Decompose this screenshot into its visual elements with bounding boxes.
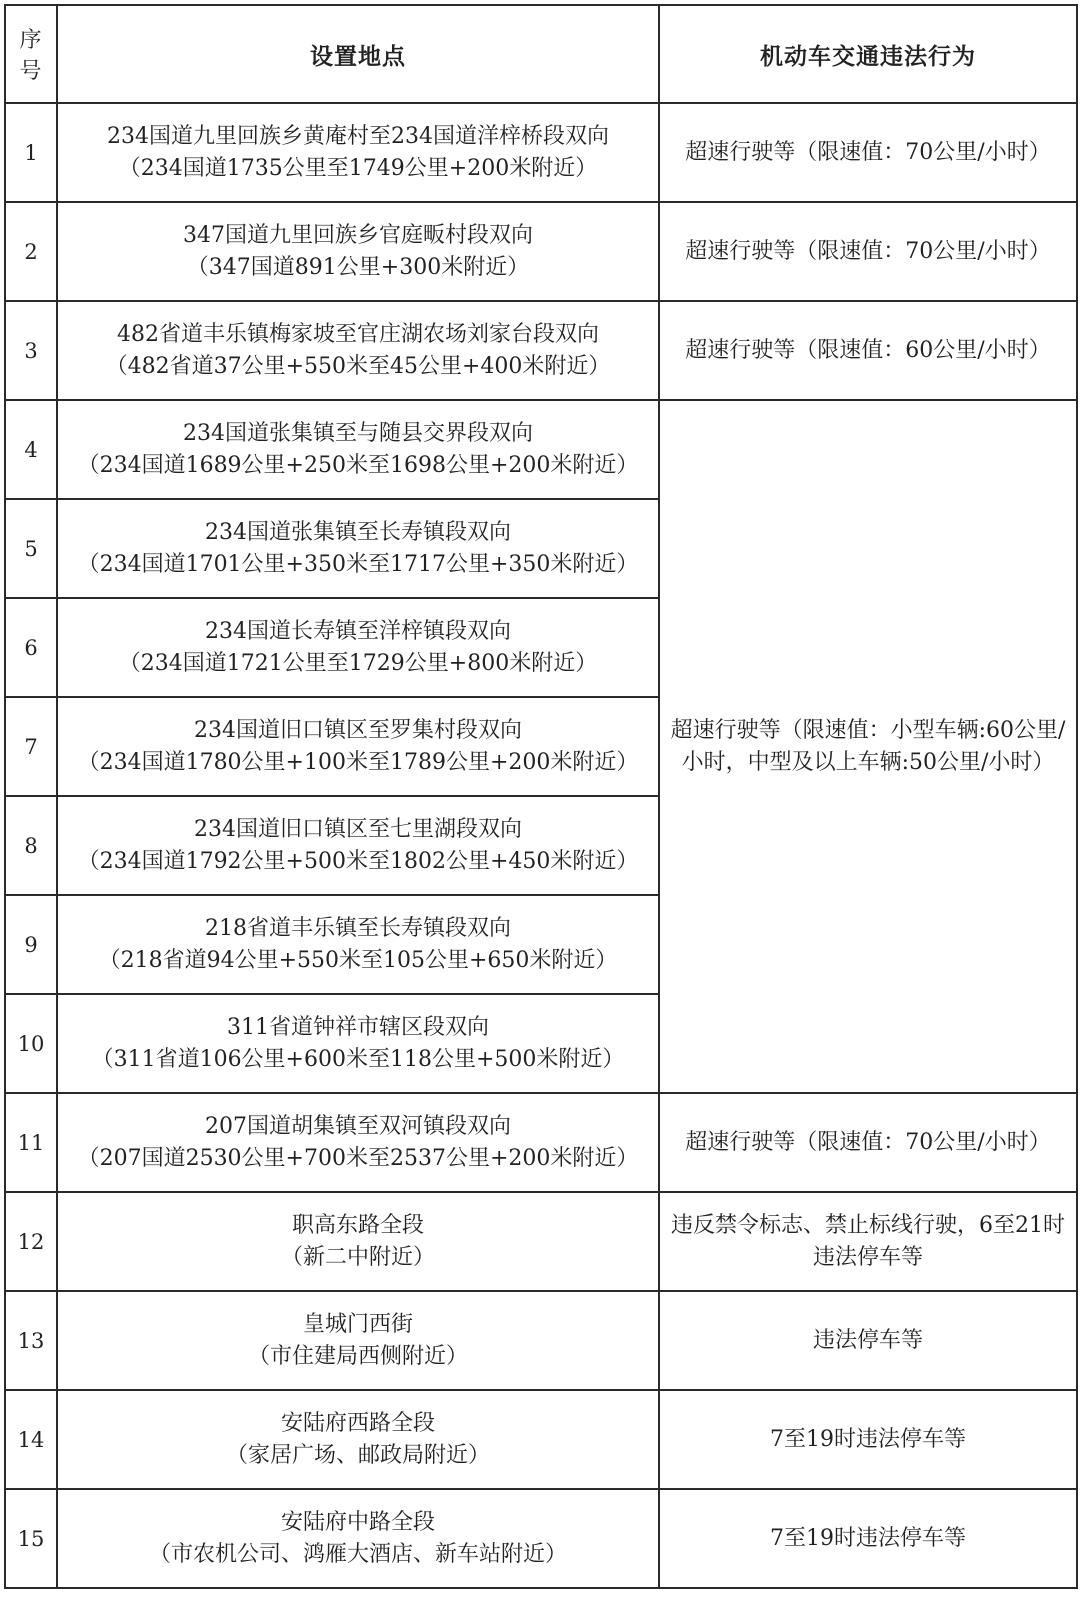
location-main: 218省道丰乐镇至长寿镇段双向 — [205, 915, 511, 941]
location-main: 234国道张集镇至长寿镇段双向 — [205, 519, 511, 545]
location-main: 安陆府中路全段 — [280, 1509, 435, 1535]
header-num: 序号 — [5, 5, 57, 103]
row-location — [57, 301, 659, 400]
row-location — [57, 895, 659, 994]
row-violation: 7至19时违法停车等 — [659, 1489, 1077, 1588]
location-detail: （234国道1689公里+250米至1698公里+200米附近） — [77, 452, 639, 478]
row-num: 13 — [5, 1291, 57, 1390]
location-detail: （207国道2530公里+700米至2537公里+200米附近） — [77, 1145, 639, 1171]
row-location — [57, 697, 659, 796]
location-detail: （市住建局西侧附近） — [247, 1343, 468, 1369]
location-main: 皇城门西街 — [302, 1311, 413, 1337]
table-row — [5, 103, 1077, 202]
table-row — [5, 1390, 1077, 1489]
row-location — [57, 103, 659, 202]
location-main: 482省道丰乐镇梅家坡至官庄湖农场刘家台段双向 — [117, 321, 599, 347]
row-num: 5 — [5, 499, 57, 598]
row-location — [57, 1390, 659, 1489]
location-detail: （234国道1701公里+350米至1717公里+350米附近） — [77, 551, 639, 577]
header-violation: 机动车交通违法行为 — [659, 5, 1077, 103]
row-location — [57, 1291, 659, 1390]
location-detail: （市农机公司、鸿雁大酒店、新车站附近） — [148, 1541, 567, 1567]
table-row — [5, 400, 1077, 499]
table-row — [5, 1291, 1077, 1390]
table-row — [5, 1192, 1077, 1291]
location-detail: （482省道37公里+550米至45公里+400米附近） — [105, 353, 611, 379]
location-main: 234国道张集镇至与随县交界段双向 — [183, 420, 533, 446]
row-location — [57, 1093, 659, 1192]
row-location — [57, 598, 659, 697]
location-main: 安陆府西路全段 — [280, 1410, 435, 1436]
table-row — [5, 301, 1077, 400]
row-num: 15 — [5, 1489, 57, 1588]
row-violation: 超速行驶等（限速值：70公里/小时） — [659, 202, 1077, 301]
row-num: 2 — [5, 202, 57, 301]
location-detail: （234国道1721公里至1729公里+800米附近） — [118, 650, 598, 676]
row-num: 3 — [5, 301, 57, 400]
row-violation: 超速行驶等（限速值：60公里/小时） — [659, 301, 1077, 400]
row-violation: 7至19时违法停车等 — [659, 1390, 1077, 1489]
row-location — [57, 202, 659, 301]
location-detail: （347国道891公里+300米附近） — [186, 254, 530, 280]
row-num: 14 — [5, 1390, 57, 1489]
location-main: 234国道旧口镇区至罗集村段双向 — [194, 717, 522, 743]
row-num: 4 — [5, 400, 57, 499]
row-num: 6 — [5, 598, 57, 697]
location-detail: （218省道94公里+550米至105公里+650米附近） — [98, 947, 618, 973]
location-main: 234国道长寿镇至洋梓镇段双向 — [205, 618, 511, 644]
row-num: 12 — [5, 1192, 57, 1291]
row-location — [57, 499, 659, 598]
row-num: 9 — [5, 895, 57, 994]
location-main: 311省道钟祥市辖区段双向 — [227, 1014, 489, 1040]
location-main: 207国道胡集镇至双河镇段双向 — [205, 1113, 511, 1139]
row-violation: 超速行驶等（限速值：70公里/小时） — [659, 103, 1077, 202]
header-location: 设置地点 — [57, 5, 659, 103]
row-num: 11 — [5, 1093, 57, 1192]
camera-location-table — [4, 4, 1078, 1589]
row-violation: 违法停车等 — [659, 1291, 1077, 1390]
merged-violation-cell: 超速行驶等（限速值：小型车辆:60公里/小时，中型及以上车辆:50公里/小时） — [659, 400, 1077, 1093]
location-detail: （234国道1792公里+500米至1802公里+450米附近） — [77, 848, 639, 874]
location-main: 234国道旧口镇区至七里湖段双向 — [194, 816, 522, 842]
table-header-row — [5, 5, 1077, 103]
row-location — [57, 1192, 659, 1291]
location-detail: （311省道106公里+600米至118公里+500米附近） — [91, 1046, 625, 1072]
row-location — [57, 400, 659, 499]
table-row — [5, 202, 1077, 301]
row-num: 1 — [5, 103, 57, 202]
location-detail: （234国道1735公里至1749公里+200米附近） — [118, 155, 598, 181]
location-detail: （234国道1780公里+100米至1789公里+200米附近） — [77, 749, 639, 775]
row-num: 7 — [5, 697, 57, 796]
table-row — [5, 1489, 1077, 1588]
row-num: 8 — [5, 796, 57, 895]
location-detail: （新二中附近） — [280, 1244, 435, 1270]
location-main: 347国道九里回族乡官庭畈村段双向 — [183, 222, 533, 248]
row-num: 10 — [5, 994, 57, 1093]
table-row — [5, 1093, 1077, 1192]
row-location — [57, 1489, 659, 1588]
row-violation: 违反禁令标志、禁止标线行驶，6至21时违法停车等 — [659, 1192, 1077, 1291]
location-main: 职高东路全段 — [291, 1212, 424, 1238]
row-location — [57, 796, 659, 895]
location-main: 234国道九里回族乡黄庵村至234国道洋梓桥段双向 — [107, 123, 609, 149]
row-violation: 超速行驶等（限速值：70公里/小时） — [659, 1093, 1077, 1192]
row-location — [57, 994, 659, 1093]
location-detail: （家居广场、邮政局附近） — [225, 1442, 490, 1468]
